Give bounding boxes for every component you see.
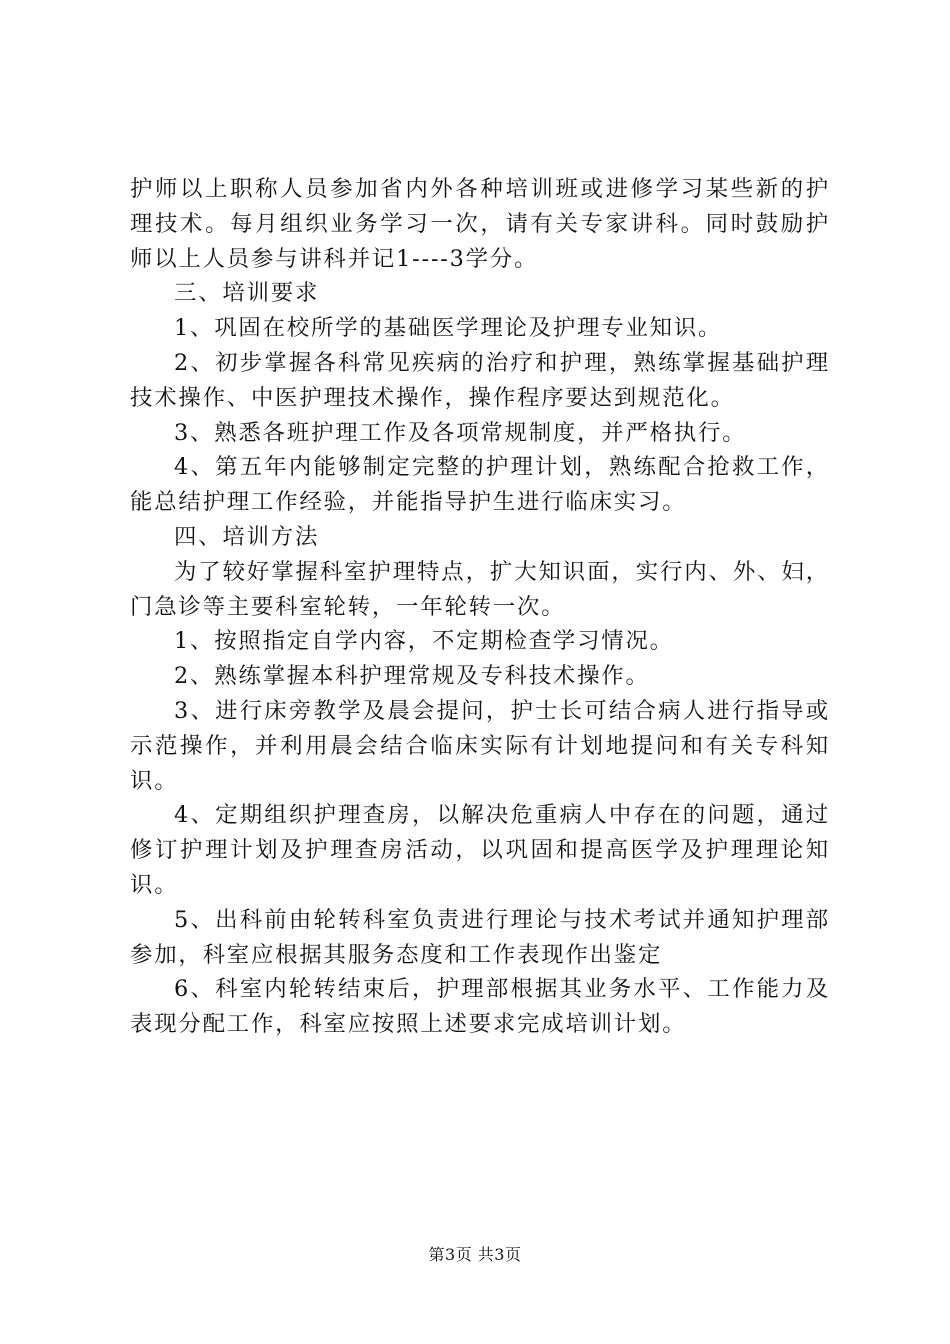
method-item-1: 1、按照指定自学内容，不定期检查学习情况。 [174,628,674,655]
method-item-3: 3、进行床旁教学及晨会提问，护士长可结合病人进行指导或示范操作，并利用晨会结合临床实际有计划地提问和有关专科知识。 [130,697,830,794]
methods-intro: 为了较好掌握科室护理特点，扩大知识面，实行内、外、妇，门急诊等主要科室轮转，一年轮转一次。 [130,558,830,620]
method-item-4: 4、定期组织护理查房，以解决危重病人中存在的问题，通过修订护理计划及护理查房活动，以巩固和提高医学及护理理论知识。 [130,802,830,898]
document-body [130,172,830,1042]
requirement-item-2: 2、初步掌握各科常见疾病的治疗和护理，熟练掌握基础护理技术操作、中医护理技术操作，操作程序要达到规范化。 [130,349,830,411]
method-item-5: 5、出科前由轮转科室负责进行理论与技术考试并通知护理部参加，科室应根据其服务态度和工作表现作出鉴定 [130,906,830,968]
requirement-item-4: 4、第五年内能够制定完整的护理计划，熟练配合抢救工作，能总结护理工作经验，并能指导护生进行临床实习。 [130,454,830,516]
requirement-item-3: 3、熟悉各班护理工作及各项常规制度，并严格执行。 [174,419,747,446]
method-item-2: 2、熟练掌握本科护理常规及专科技术操作。 [174,663,650,690]
paragraph-continuation: 护师以上职称人员参加省内外各种培训班或进修学习某些新的护理技术。每月组织业务学习一次，请有关专家讲科。同时鼓励护师以上人员参与讲科并记1----3学分。 [130,176,830,272]
requirement-item-1: 1、巩固在校所学的基础医学理论及护理专业知识。 [174,315,723,342]
method-item-6: 6、科室内轮转结束后，护理部根据其业务水平、工作能力及表现分配工作，科室应按照上述要求完成培训计划。 [130,976,830,1038]
section-heading-training-methods: 四、培训方法 [174,523,320,550]
page-number-footer: 第3页 共3页 [428,1245,522,1264]
section-heading-training-requirements: 三、培训要求 [174,280,320,307]
